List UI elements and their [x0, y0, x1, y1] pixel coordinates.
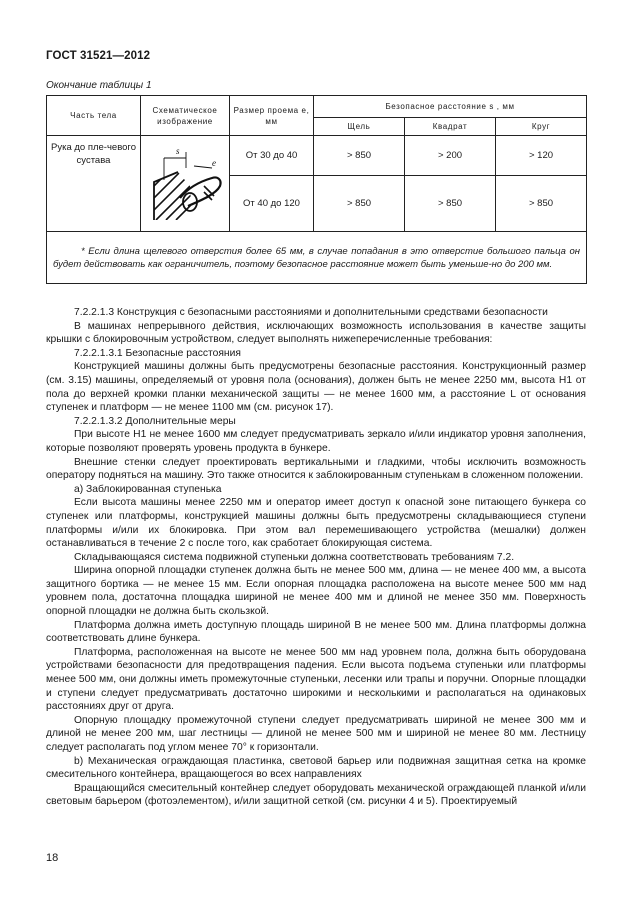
- body-text: [46, 306, 586, 809]
- paragraph: Ширина опорной площадки ступенек должна быть не менее 500 мм, длина — не менее 400 мм, а высота защитного бортика — не менее 15 мм. Если опорная площадка расположена на высоте менее 500 мм над уровнем пола, достаточна площадка шириной не менее 400 мм и длиной не менее 350 мм. Поверхность опорной площадки не должна быть скользкой.: [46, 565, 586, 618]
- header-body-part: Часть тела: [47, 96, 141, 136]
- paragraph: Опорную площадку промежуточной ступени следует предусматривать шириной не менее 300 мм и длиной не менее 200 мм, шаг лестницы — длиной не менее 500 мм и шириной не менее 80 мм. Лестницу следует располагать под углом менее 70° к горизонтали.: [46, 714, 586, 753]
- paragraph: Платформа, расположенная на высоте не менее 500 мм над уровнем пола, должна быть оборудована устройствами безопасности для предотвращения падения. Если высота подъема ступеньки или платформы менее 500 мм, они должны иметь промежуточные ступеньки, лесенки или трапы и поручни. Опорные площадки и ступени следует предусматривать достаточно широкими и несколькими и располагаться на одинаковых расстояниях друг от друга.: [46, 646, 586, 713]
- schematic-cell: [141, 136, 230, 232]
- paragraph: Складывающаяся система подвижной ступеньки должна соответствовать требованиям 7.2.: [74, 551, 515, 563]
- paragraph: Если высота машины менее 2250 мм и оператор имеет доступ к опасной зоне питающего бункера со ступенек или платформы, конструкцией машины должны быть предусмотрены складывающиеся ступени платформы и/или их блокировка. При этом вал перемешивающего устройства (мешалки) должен останавливаться в течение 2 с после того, как сработает блокирующая система.: [46, 497, 586, 550]
- round-distance-cell: > 850: [496, 176, 587, 232]
- header-safe-distance: Безопасное расстояние s , мм: [314, 96, 587, 118]
- paragraph: Платформа должна иметь доступную площадь шириной B не менее 500 мм. Длина платформы должна соответствовать длине бункера.: [46, 619, 586, 645]
- sketch-label-s: s: [176, 145, 180, 156]
- paragraph: 7.2.2.1.3.2 Дополнительные меры: [74, 415, 236, 427]
- header-square: Квадрат: [405, 118, 496, 136]
- paragraph: Внешние стенки следует проектировать вертикальными и гладкими, чтобы исключить возможность оператору подняться на машину. Это также относится к заблокированным ступенькам в сложенном положении.: [46, 456, 586, 482]
- paragraph: а) Заблокированная ступенька: [74, 483, 222, 495]
- paragraph: При высоте H1 не менее 1600 мм следует предусматривать зеркало и/или индикатор уровня заполнения, которые позволяют проверять уровень продукта в бункере.: [46, 429, 586, 454]
- square-distance-cell: > 200: [405, 136, 496, 176]
- header-opening-size: Размер проема e, мм: [230, 96, 314, 136]
- paragraph: 7.2.2.1.3 Конструкция с безопасными расстояниями и дополнительными средствами безопасности: [74, 307, 548, 318]
- header-round: Круг: [496, 118, 587, 136]
- paragraph: Вращающийся смесительный контейнер следует оборудовать механической ограждающей планкой и/или световым барьером (фотоэлементом), и/или защитной сеткой (см. рисунки 4 и 5). Проектируемый: [46, 782, 586, 808]
- table-footnote: [47, 232, 587, 284]
- opening-size-cell: От 30 до 40: [230, 136, 314, 176]
- document-standard-id: ГОСТ 31521—2012: [46, 50, 151, 62]
- header-schematic: Схематическое изображение: [141, 96, 230, 136]
- slot-distance-cell: > 850: [314, 176, 405, 232]
- sketch-label-e: e: [212, 157, 216, 168]
- paragraph: В машинах непрерывного действия, исключающих возможность использования в качестве защиты крышки с блокировочным устройством, следует выполнять нижеперечисленные требования:: [46, 320, 586, 346]
- table-footnote-text: * Если длина щелевого отверстия более 65 мм, в случае попадания в это отверстие большого пальца он будет действовать как ограничитель, поэтому безопасное расстояние может быть уменьше-но до 200 мм.: [53, 245, 581, 270]
- safety-distance-table: [46, 95, 587, 284]
- opening-size-cell: От 40 до 120: [230, 176, 314, 232]
- paragraph: b) Механическая ограждающая пластинка, световой барьер или подвижная защитная сетка на кромке смесительного контейнера, вращающегося во всех направлениях: [46, 755, 586, 781]
- arm-opening-sketch: [142, 138, 228, 230]
- square-distance-cell: > 850: [405, 176, 496, 232]
- paragraph: Конструкцией машины должны быть предусмотрены безопасные расстояния. Конструкционный размер (см. 3.15) машины, определяемый от уровня пола (основания), должен быть не менее 2250 мм, высота H1 от пола до верхней кромки планки механической защиты — не менее 1600 мм, а расстояние L от основания ступенек и платформ — не менее 1100 мм (см. рисунок 17).: [46, 361, 586, 414]
- table-caption: Окончание таблицы 1: [46, 80, 152, 91]
- table-row: [47, 136, 587, 176]
- header-slot: Щель: [314, 118, 405, 136]
- slot-distance-cell: > 850: [314, 136, 405, 176]
- round-distance-cell: > 120: [496, 136, 587, 176]
- paragraph: 7.2.2.1.3.1 Безопасные расстояния: [74, 347, 241, 359]
- page-number: 18: [46, 852, 59, 864]
- body-part-cell: Рука до пле-чевого сустава: [47, 136, 141, 232]
